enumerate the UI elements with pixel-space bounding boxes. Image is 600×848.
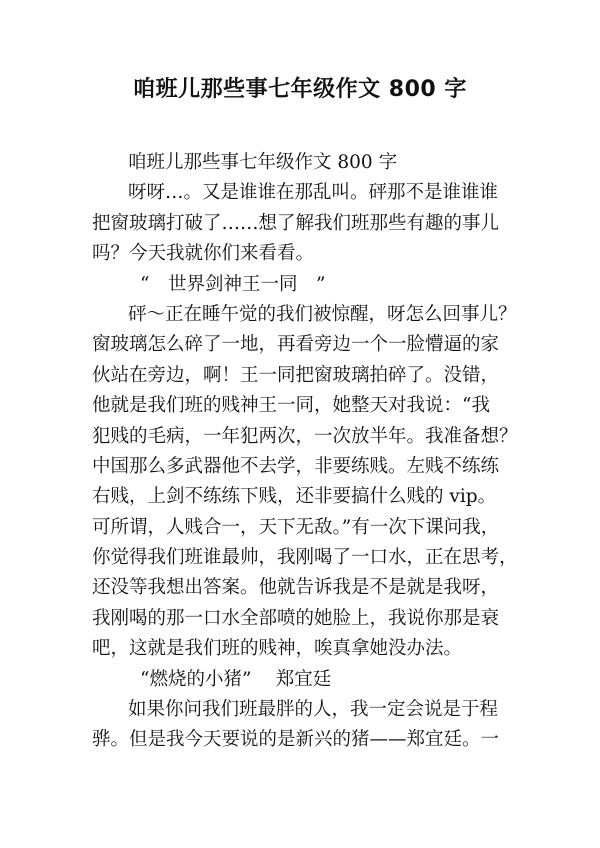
body-line-6: 砰～正在睡午觉的我们被惊醒，呀怎么回事儿？ (128, 303, 517, 325)
body-line-7: 窗玻璃怎么碎了一地，再看旁边一个一脸懵逼的家 (92, 334, 500, 356)
body-line-3: 把窗玻璃打破了……想了解我们班那些有趣的事儿 (92, 212, 500, 234)
body-line-13: 可所谓，人贱合一，天下无敌。”有一次下课问我， (92, 516, 500, 538)
body-line-14: 你觉得我们班谁最帅，我刚喝了一口水，正在思考， (92, 547, 518, 569)
body-line-16: 我刚喝的那一口水全部喷的她脸上，我说你那是衰 (92, 607, 500, 629)
body-line-15: 还没等我想出答案。他就告诉我是不是就是我呀， (92, 577, 500, 599)
body-line-1: 咱班儿那些事七年级作文 800 字 (128, 152, 398, 173)
section-heading-1: “ 世界剑神王一同 ” (140, 273, 326, 295)
body-line-4: 吗？今天我就你们来看看。 (92, 243, 315, 265)
body-line-9: 他就是我们班的贱神王一同，她整天对我说：“我 (92, 395, 490, 417)
body-line-8: 伙站在旁边，啊！王一同把窗玻璃拍碎了。没错， (92, 364, 500, 386)
body-line-20: 骅。但是我今天要说的是新兴的猪——郑宜廷。一 (92, 729, 500, 751)
body-line-19: 如果你问我们班最胖的人，我一定会说是于程 (128, 699, 499, 721)
body-line-12: 右贱，上剑不练练下贱，还非要搞什么贱的 vip。 (92, 486, 497, 508)
section-heading-2: “燃烧的小猪” 郑宜廷 (140, 668, 332, 690)
body-line-17: 吧，这就是我们班的贱神，唉真拿她没办法。 (92, 638, 463, 660)
document-body (92, 148, 518, 756)
body-line-10: 犯贱的毛病，一年犯两次，一次放半年。我准备想？ (92, 425, 518, 447)
document-title: 咱班儿那些事七年级作文 800 字 (133, 77, 467, 102)
body-line-2: 呀呀…。又是谁谁在那乱叫。砰那不是谁谁谁 (128, 182, 499, 204)
body-line-11: 中国那么多武器他不去学，非要练贱。左贱不练练 (92, 455, 500, 477)
